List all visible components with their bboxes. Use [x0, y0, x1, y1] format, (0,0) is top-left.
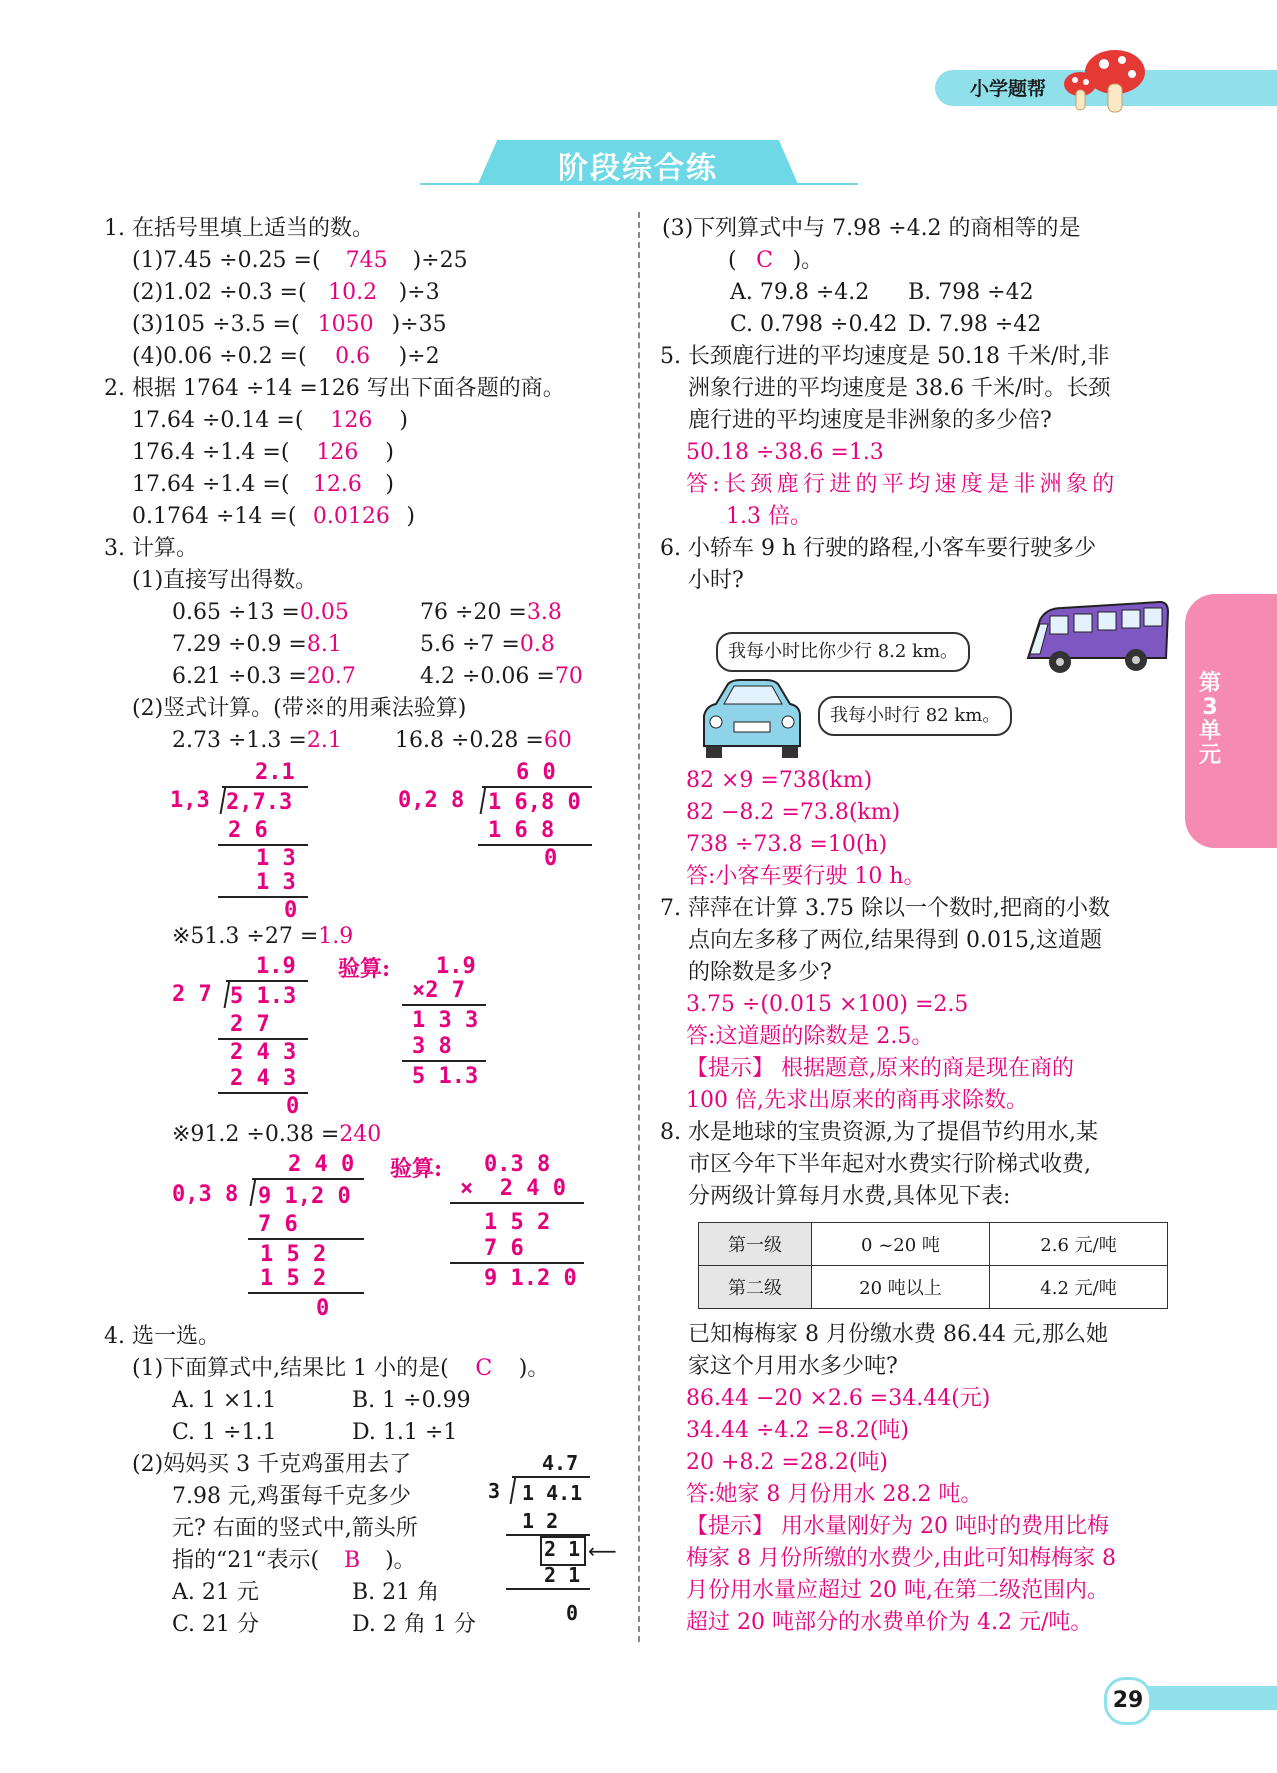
q4-option: C. 0.798 ÷0.42	[730, 312, 898, 337]
q3-direct-item: 7.29 ÷0.9 =8.1	[172, 632, 342, 657]
q4-option: D. 7.98 ÷42	[908, 312, 1042, 337]
q2-item: 17.64 ÷1.4 =( 12.6 )	[132, 472, 394, 497]
q1-item: (4)0.06 ÷0.2 =( 0.6 )÷2	[132, 344, 440, 369]
check-label: 验算:	[390, 1156, 443, 1182]
q4-option: D. 1.1 ÷1	[352, 1420, 458, 1445]
table-cell: 第一级	[699, 1223, 812, 1266]
q6-line: 6. 小轿车 9 h 行驶的路程,小客车要行驶多少	[660, 536, 1097, 561]
table-row	[699, 1223, 1168, 1266]
q3-direct-item: 6.21 ÷0.3 =20.7	[172, 664, 356, 689]
q3-calc-item: ※91.2 ÷0.38 =240	[172, 1122, 382, 1147]
arrow-left-icon: ⟵	[588, 1539, 617, 1563]
q3-direct-item: 0.65 ÷13 =0.05	[172, 600, 349, 625]
q5-line: 5. 长颈鹿行进的平均速度是 50.18 千米/时,非	[660, 344, 1110, 369]
q8-hint: 【提示】 用水量刚好为 20 吨时的费用比梅	[686, 1514, 1109, 1539]
q4-option: B. 798 ÷42	[908, 280, 1034, 305]
unit-label: 第3单元	[1198, 671, 1221, 768]
q3-direct-item: 76 ÷20 =3.8	[420, 600, 562, 625]
q8-answer: 20 +8.2 =28.2(吨)	[686, 1450, 888, 1475]
q4-option: A. 1 ×1.1	[172, 1388, 277, 1413]
q7-answer: 答:这道题的除数是 2.5。	[686, 1024, 934, 1049]
q1-item: (2)1.02 ÷0.3 =( 10.2 )÷3	[132, 280, 440, 305]
q8-hint: 梅家 8 月份所缴的水费少,由此可知梅梅家 8	[686, 1546, 1116, 1571]
q4-option: B. 21 角	[352, 1580, 440, 1605]
q2-item: 0.1764 ÷14 =( 0.0126 )	[132, 504, 416, 529]
q2-item: 17.64 ÷0.14 =( 126 )	[132, 408, 408, 433]
speech-bubble-bus: 我每小时比你少行 8.2 km。	[716, 632, 970, 672]
q8-hint: 超过 20 吨部分的水费单价为 4.2 元/吨。	[686, 1610, 1093, 1635]
q3-sub1: (1)直接写出得数。	[132, 568, 318, 593]
q7-answer: 3.75 ÷(0.015 ×100) =2.5	[686, 992, 969, 1017]
car-icon	[694, 676, 804, 764]
q4-stem: 4. 选一选。	[104, 1324, 220, 1349]
table-cell: 0 ~20 吨	[812, 1223, 990, 1266]
q1-item: (1)7.45 ÷0.25 =( 745 )÷25	[132, 248, 468, 273]
q8-line: 8. 水是地球的宝贵资源,为了提倡节约用水,某	[660, 1120, 1098, 1145]
column-divider	[638, 212, 640, 1642]
table-cell: 第二级	[699, 1266, 812, 1309]
speech-bubble-car: 我每小时行 82 km。	[818, 696, 1012, 736]
q6-line: 小时?	[688, 568, 744, 593]
q8-answer: 86.44 −20 ×2.6 =34.44(元)	[686, 1386, 991, 1411]
q7-hint: 【提示】 根据题意,原来的商是现在商的	[686, 1056, 1074, 1081]
table-cell: 4.2 元/吨	[990, 1266, 1168, 1309]
q4-option: B. 1 ÷0.99	[352, 1388, 471, 1413]
q8-hint: 月份用水量应超过 20 吨,在第二级范围内。	[686, 1578, 1109, 1603]
q4-part3-line: (3)下列算式中与 7.98 ÷4.2 的商相等的是	[662, 216, 1081, 241]
q8-answer: 34.44 ÷4.2 =8.2(吨)	[686, 1418, 909, 1443]
table-row	[699, 1266, 1168, 1309]
q4-part2-line: 元? 右面的竖式中,箭头所	[172, 1516, 418, 1541]
q7-hint: 100 倍,先求出原来的商再求除数。	[686, 1088, 1028, 1113]
q4-part2-line: 7.98 元,鸡蛋每千克多少	[172, 1484, 411, 1509]
q7-line: 7. 萍萍在计算 3.75 除以一个数时,把商的小数	[660, 896, 1110, 921]
q8-line: 家这个月用水多少吨?	[688, 1354, 898, 1379]
q3-direct-item: 5.6 ÷7 =0.8	[420, 632, 555, 657]
q4-option: C. 21 分	[172, 1612, 260, 1637]
q5-answer: 50.18 ÷38.6 =1.3	[686, 440, 884, 465]
q3-calc-item: 2.73 ÷1.3 =2.1	[172, 728, 342, 753]
q4-part2-line: 指的“21“表示( B )。	[172, 1548, 416, 1573]
q3-direct-item: 4.2 ÷0.06 =70	[420, 664, 583, 689]
q4-option: A. 79.8 ÷4.2	[730, 280, 870, 305]
bus-icon	[1010, 598, 1170, 688]
table-cell: 20 吨以上	[812, 1266, 990, 1309]
page-number: 29	[1104, 1677, 1152, 1725]
q5-line: 鹿行进的平均速度是非洲象的多少倍?	[688, 408, 1052, 433]
q4-option: A. 21 元	[172, 1580, 259, 1605]
q4-part3-answer: ( C )。	[728, 248, 824, 273]
q2-stem: 2. 根据 1764 ÷14 =126 写出下面各题的商。	[104, 376, 565, 401]
q8-line: 已知梅梅家 8 月份缴水费 86.44 元,那么她	[688, 1322, 1108, 1347]
q3-calc-item: ※51.3 ÷27 =1.9	[172, 924, 354, 949]
check-label: 验算:	[338, 956, 391, 982]
q6-answer: 82 −8.2 =73.8(km)	[686, 800, 901, 825]
q8-answer: 答:她家 8 月份用水 28.2 吨。	[686, 1482, 983, 1507]
q5-answer: 1.3 倍。	[726, 504, 812, 529]
q3-calc-item: 16.8 ÷0.28 =60	[395, 728, 572, 753]
q6-answer: 82 ×9 =738(km)	[686, 768, 873, 793]
q5-answer: 答:长颈鹿行进的平均速度是非洲象的	[686, 472, 1119, 497]
q1-item: (3)105 ÷3.5 =( 1050 )÷35	[132, 312, 447, 337]
footer-bar	[1130, 1686, 1277, 1710]
q4-part2-line: (2)妈妈买 3 千克鸡蛋用去了	[132, 1452, 412, 1477]
q2-item: 176.4 ÷1.4 =( 126 )	[132, 440, 394, 465]
brand-label: 小学题帮	[970, 78, 1047, 100]
q6-answer: 738 ÷73.8 =10(h)	[686, 832, 888, 857]
q3-stem: 3. 计算。	[104, 536, 198, 561]
q8-line: 市区今年下半年起对水费实行阶梯式收费,	[688, 1152, 1091, 1177]
q4-option: D. 2 角 1 分	[352, 1612, 476, 1637]
section-title: 阶段综合练	[558, 151, 718, 186]
q3-sub2: (2)竖式计算。(带※的用乘法验算)	[132, 696, 467, 721]
water-fee-table	[698, 1222, 1168, 1309]
q7-line: 的除数是多少?	[688, 960, 832, 985]
q8-line: 分两级计算每月水费,具体见下表:	[688, 1184, 1011, 1209]
q6-answer: 答:小客车要行驶 10 h。	[686, 864, 926, 889]
q1-stem: 1. 在括号里填上适当的数。	[104, 216, 374, 241]
q4-part1: (1)下面算式中,结果比 1 小的是( C )。	[132, 1356, 550, 1381]
q4-option: C. 1 ÷1.1	[172, 1420, 277, 1445]
table-cell: 2.6 元/吨	[990, 1223, 1168, 1266]
q5-line: 洲象行进的平均速度是 38.6 千米/时。长颈	[688, 376, 1111, 401]
q7-line: 点向左多移了两位,结果得到 0.015,这道题	[688, 928, 1102, 953]
mushroom-icon	[1060, 44, 1150, 116]
